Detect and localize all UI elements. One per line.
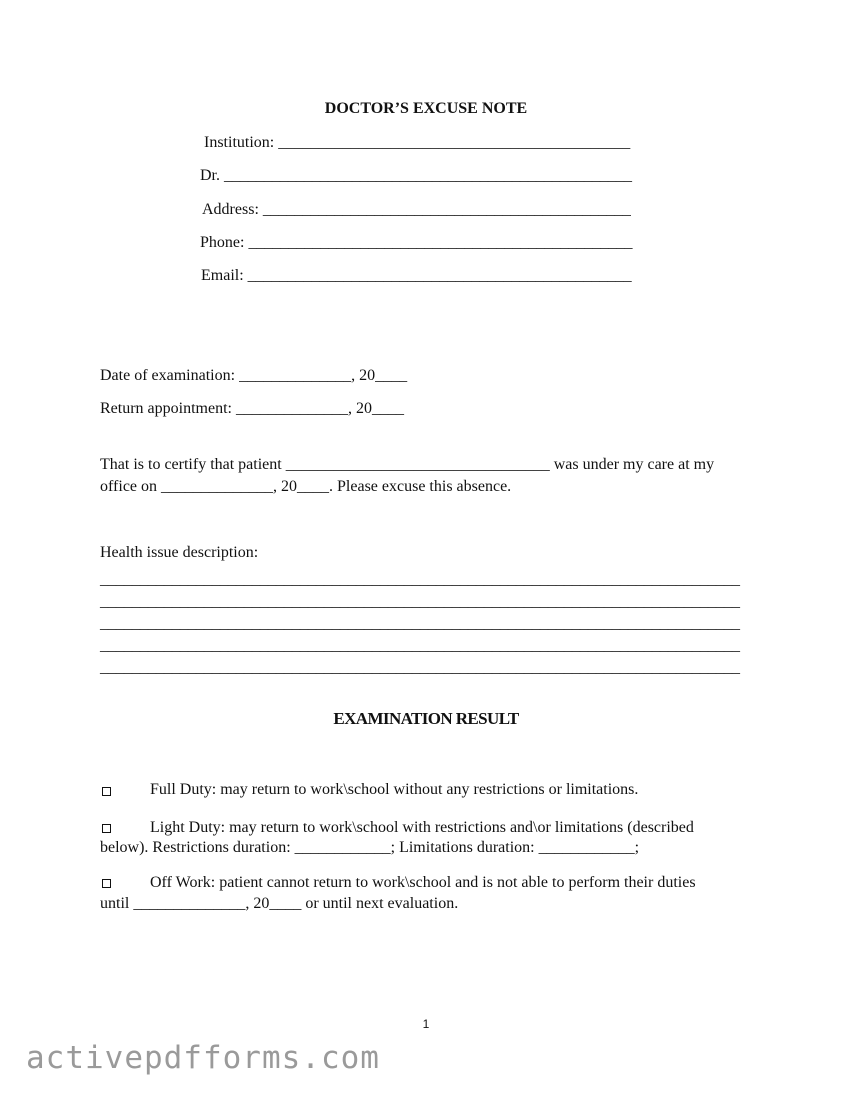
return-appointment-field[interactable]: Return appointment: ______________, 20____: [100, 400, 404, 417]
certify-text-line-2[interactable]: office on ______________, 20____. Please excuse this absence.: [100, 478, 512, 495]
health-issue-line[interactable]: ________________________________________________________________________________: [100, 659, 740, 676]
health-issue-line[interactable]: ________________________________________________________________________________: [100, 571, 740, 588]
health-issue-line[interactable]: ________________________________________________________________________________: [100, 637, 740, 654]
address-field[interactable]: Address: ______________________________________________: [202, 201, 631, 218]
health-issue-label: Health issue description:: [100, 544, 259, 561]
page-number: 1: [422, 1017, 430, 1031]
light-duty-label-line-1: Light Duty: may return to work\school with restrictions and\or limitations (described: [150, 819, 694, 836]
light-duty-checkbox[interactable]: [102, 824, 111, 833]
full-duty-checkbox[interactable]: [102, 787, 111, 796]
date-of-examination-field[interactable]: Date of examination: ______________, 20____: [100, 367, 408, 384]
document-title: DOCTOR’S EXCUSE NOTE: [324, 100, 528, 117]
examination-result-title: EXAMINATION RESULT: [333, 709, 519, 728]
certify-text-line-1[interactable]: That is to certify that patient _________________________________ was under my care at my: [100, 456, 715, 473]
phone-field[interactable]: Phone: ________________________________________________: [200, 234, 633, 251]
health-issue-line[interactable]: ________________________________________________________________________________: [100, 615, 740, 632]
off-work-label-line-1: Off Work: patient cannot return to work\school and is not able to perform their duties: [150, 874, 696, 891]
light-duty-label-line-2[interactable]: below). Restrictions duration: ____________; Limitations duration: ____________;: [100, 839, 640, 856]
doctor-field[interactable]: Dr. ___________________________________________________: [200, 167, 632, 184]
watermark-logo: activepdfforms.com: [26, 1040, 380, 1076]
off-work-checkbox[interactable]: [102, 879, 111, 888]
off-work-label-line-2[interactable]: until ______________, 20____ or until next evaluation.: [100, 895, 459, 912]
email-field[interactable]: Email: ________________________________________________: [201, 267, 632, 284]
full-duty-label: Full Duty: may return to work\school without any restrictions or limitations.: [150, 781, 639, 798]
health-issue-line[interactable]: ________________________________________________________________________________: [100, 593, 740, 610]
institution-field[interactable]: Institution: ____________________________________________: [204, 134, 631, 151]
